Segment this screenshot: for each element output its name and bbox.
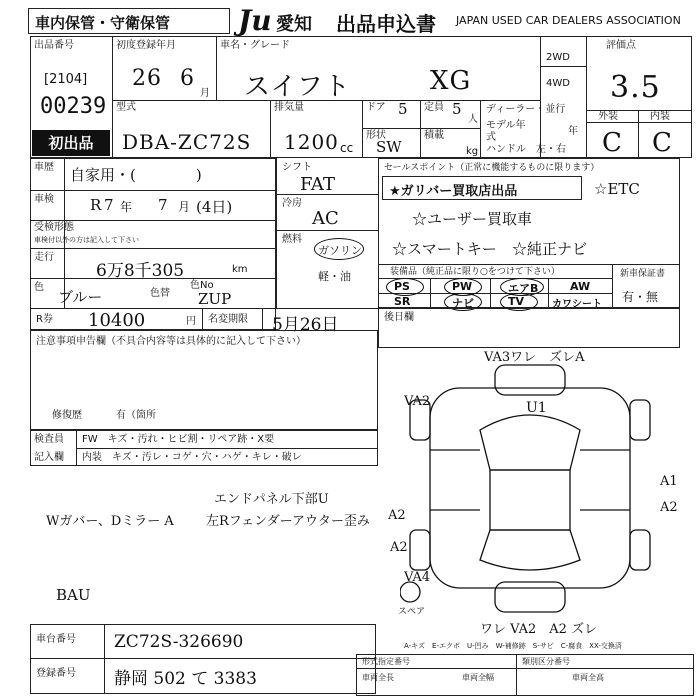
inspector-note-1: エンドパネル下部U [214, 492, 329, 507]
lot-label: 出品番号 [34, 40, 74, 51]
first-reg-year: 26 [132, 66, 162, 91]
diagram-left-mid-2: A2 [390, 540, 408, 555]
chassis-label: 車台番号 [36, 634, 76, 645]
owner-notes-box [378, 308, 680, 348]
form-title: 出品申込書 [336, 12, 436, 36]
selling-point-1: ☆ETC [594, 180, 640, 198]
warranty-options: 有・無 [622, 290, 659, 304]
recycle-label: R券 [36, 314, 53, 325]
receiving-note: 車検付以外の方は記入して下さい [34, 236, 139, 244]
gulliver-banner [382, 176, 582, 200]
diagram-bottom-label: ワレ VA2 A2 ズレ [480, 622, 598, 637]
mileage-label: 走行 [34, 252, 54, 263]
usage-value: 自家用・( ) [70, 166, 202, 184]
receiving-label: 受検形態 [34, 222, 74, 233]
equip-aw: AW [570, 280, 591, 293]
capacity-value: 5 [452, 100, 462, 118]
repair-label: 修復歴 [52, 410, 82, 421]
color-change-label: 色替 [150, 288, 170, 299]
equip-ps: PS [394, 280, 410, 293]
lot-bracket-code: [2104] [44, 72, 88, 87]
shape-label: 形状 [366, 130, 386, 141]
year-unit: 年 [568, 126, 578, 137]
mileage-value: 6万8千305 [96, 261, 185, 281]
equip-tv: TV [508, 295, 525, 308]
deadline-value: 5月26日 [272, 315, 339, 335]
displacement-label: 排気量 [274, 102, 304, 113]
selling-point-2: ☆ユーザー買取車 [412, 210, 533, 228]
equip-sr: SR [394, 295, 411, 308]
class-number-label: 類別区分番号 [522, 657, 570, 666]
model-label: 型式 [116, 102, 136, 113]
name-grade-label: 車名・グレード [220, 40, 290, 51]
vehicle-name: スイフト [244, 72, 351, 102]
brand-name: 愛知 [276, 14, 312, 35]
shape-value: SW [376, 138, 402, 156]
diagram-left-top: VA2 [404, 394, 431, 409]
storage-title: 車内保管・守衛保管 [35, 14, 171, 32]
inspector-note-2: Wガバー、Dミラー A [46, 514, 174, 529]
load-unit: kg [466, 146, 479, 157]
recycle-amount: 10400 [88, 310, 146, 331]
inspection-year: 7 [104, 196, 114, 214]
equipment-label: 装備品（純正品に限り○をつけて下さい） [390, 267, 560, 277]
plate-value: 静岡 502 て 3383 [114, 669, 257, 689]
drive-2wd: 2WD [546, 52, 570, 63]
recycle-unit: 円 [186, 316, 196, 327]
exterior-label: 外装 [598, 111, 618, 122]
selling-points-label: セールスポイント（正常に機能するものに限ります） [384, 163, 600, 173]
chassis-value: ZC72S-326690 [114, 632, 244, 652]
car-diagram [400, 360, 680, 620]
color-value: ブルー [58, 288, 103, 306]
owner-notes-label: 後日欄 [384, 312, 414, 323]
inspection-month: 7 [158, 196, 168, 214]
displacement-unit: cc [340, 141, 354, 155]
first-reg-month-unit: 月 [200, 88, 210, 99]
first-reg-label: 初度登録年月 [116, 40, 176, 51]
warranty-label: 新車保証書 [620, 269, 666, 279]
gulliver-banner-text: ★ガリバー買取店出品 [389, 184, 518, 199]
repair-value: 有（箇所 [116, 410, 156, 421]
fuel-diesel: 軽・油 [318, 270, 351, 283]
inspection-label: 車検 [34, 194, 54, 205]
plate-label: 登録番号 [36, 668, 76, 679]
evaluation-score: 3.5 [610, 70, 661, 105]
damage-legend: A-キズ E-エクボ U-凹み W-補修跡 S-サビ C-腐食 XX-交換済 [404, 642, 622, 650]
form-number-label: 形式指定番号 [362, 657, 410, 666]
load-label: 積載 [424, 130, 444, 141]
height-label: 車両全高 [572, 673, 604, 682]
handle-label: ハンドル 左・右 [486, 144, 566, 155]
first-listing-text: 初出品 [48, 134, 94, 152]
notes-label: 注意事項申告欄（不具合内容等は具体的に記入して下さい） [36, 336, 306, 347]
length-label: 車両全長 [362, 673, 394, 682]
doors-value: 5 [398, 100, 408, 118]
dealer-label: ディーラー・並行 [486, 104, 566, 115]
inspection-day: (4日) [196, 198, 233, 216]
usage-label: 車歴 [34, 162, 54, 173]
ju-logo: Ju [238, 4, 272, 37]
displacement-value: 1200 [284, 130, 339, 154]
model-code: DBA-ZC72S [122, 130, 252, 154]
diagram-right-2: A2 [660, 500, 678, 515]
drive-4wd: 4WD [546, 78, 570, 89]
width-label: 車両全幅 [462, 673, 494, 682]
exterior-grade: C [602, 128, 623, 158]
evaluation-label: 評価点 [606, 40, 636, 51]
inspector-note-4: BAU [56, 586, 91, 604]
model-year-label: モデル年式 [486, 120, 526, 143]
interior-grade: C [652, 128, 673, 158]
color-label: 色 [34, 282, 44, 293]
ac-value: AC [312, 208, 339, 229]
diagram-left-mid: A2 [388, 508, 406, 523]
fuel-gasoline: ガソリン [318, 244, 362, 257]
first-listing-badge [32, 130, 110, 156]
equip-airbag: エアB [508, 282, 539, 295]
doors-label: ドア [366, 102, 386, 113]
shift-value: FAT [300, 174, 335, 195]
mileage-unit: km [232, 264, 248, 275]
inspector-note-3: 左Rフェンダーアウター歪み [206, 514, 370, 529]
fw-line: FW キズ・汚れ・ヒビ割・リペア跡・X要 [82, 434, 275, 445]
color-code-label: 色No [190, 280, 214, 291]
equip-seat: カワシート [552, 299, 602, 310]
equip-pw: PW [452, 280, 473, 293]
lot-number: 00239 [40, 94, 107, 119]
diagram-spare-label: スペア [398, 607, 426, 617]
selling-point-4: ☆純正ナビ [512, 240, 588, 258]
vehicle-grade: XG [430, 66, 472, 96]
inspection-month-unit: 月 [178, 200, 191, 214]
first-reg-month: 6 [180, 66, 195, 91]
fuel-label: 燃料 [282, 234, 302, 245]
equip-ps-circle [386, 278, 424, 296]
capacity-label: 定員 [424, 102, 444, 113]
shift-label: シフト [282, 162, 312, 173]
entry-label: 記入欄 [34, 452, 64, 463]
inspection-era: R [90, 196, 102, 214]
color-code: ZUP [198, 290, 232, 308]
deadline-label: 名変期限 [208, 314, 248, 325]
selling-point-3: ☆スマートキー [392, 240, 497, 258]
diagram-top-label: VA3ワレ ズレA [484, 350, 585, 365]
diagram-right-1: A1 [660, 474, 678, 489]
storage-box [28, 8, 230, 34]
interior-label: 内装 [650, 111, 670, 122]
capacity-unit: 人 [468, 114, 478, 125]
equip-navi: ナビ [452, 297, 474, 310]
inspector-label: 検査員 [34, 434, 64, 445]
diagram-center: U1 [526, 400, 547, 416]
diagram-left-low: VA4 [404, 570, 431, 585]
inspection-year-unit: 年 [120, 200, 133, 214]
interior-line: 内装 キズ・汚レ・コゲ・穴・ハゲ・キレ・破レ [82, 452, 302, 463]
ac-label: 冷房 [282, 198, 302, 209]
association-name: JAPAN USED CAR DEALERS ASSOCIATION [456, 14, 681, 27]
